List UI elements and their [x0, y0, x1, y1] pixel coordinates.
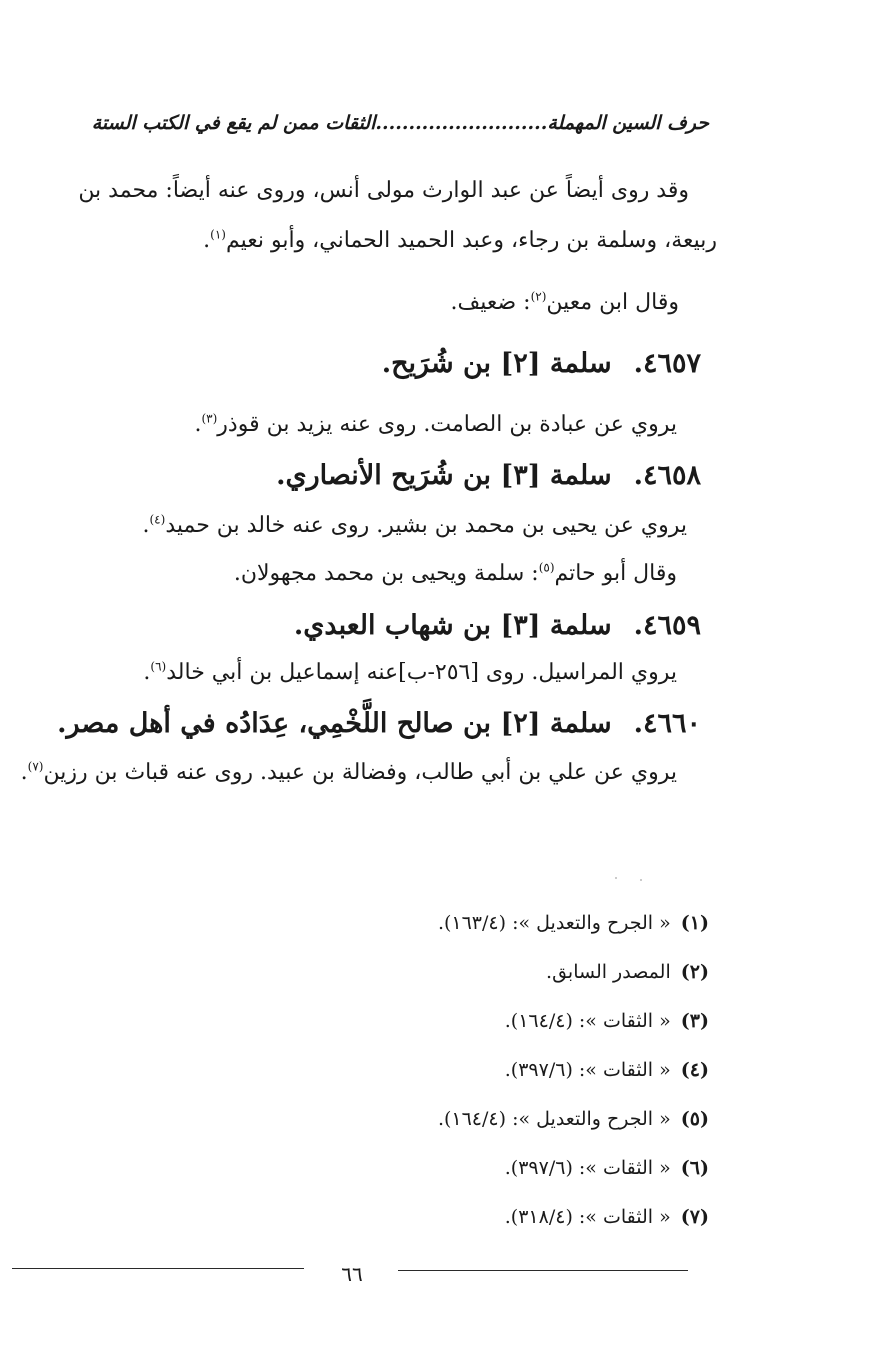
entry-line-end: . [194, 412, 202, 437]
footnote [438, 1108, 709, 1130]
footnote [438, 912, 709, 934]
entry-name: سلمة [٣] بن شهاب العبدي. [293, 610, 612, 641]
footnote-number: (٣) [680, 1010, 709, 1032]
footnote-number: (٧) [680, 1206, 709, 1228]
entry-line-text: وقال أبو حاتم [554, 561, 677, 586]
footnote [505, 1010, 709, 1032]
footnote-text: المصدر السابق. [546, 961, 671, 983]
entry-line [233, 560, 677, 586]
footnote [505, 1157, 709, 1179]
body-line-1: وقد روى أيضاً عن عبد الوارث مولى أنس، وروى عنه أيضاً: محمد بن [78, 178, 689, 203]
footer-rule [12, 1268, 304, 1269]
header-dots: .......................... [375, 112, 548, 134]
footnote-text: « الجرح والتعديل »: (١٦٤/٤). [437, 1108, 671, 1130]
footnote-ref: (٧) [27, 759, 44, 774]
entry-line-end: . [20, 760, 28, 785]
entry-line-text: يروي عن عبادة بن الصامت. روى عنه يزيد بن قوذر [217, 412, 677, 437]
footnote-number: (٢) [680, 961, 709, 983]
footnote-number: (٥) [680, 1108, 709, 1130]
footnote-ref: (٤) [149, 512, 166, 527]
entry-number: ٤٦٦٠. [633, 708, 701, 739]
entry-line [194, 411, 677, 437]
header-chapter-title: حرف السين المهملة [547, 112, 709, 134]
entry-heading [276, 462, 701, 489]
entry-line-text: يروي عن علي بن أبي طالب، وفضالة بن عبيد. روى عنه قباث بن رزين [43, 760, 677, 785]
body-line-2-end: . [203, 228, 211, 253]
entry-heading [57, 710, 701, 737]
footnote-number: (٦) [680, 1157, 709, 1179]
footnote-text: « الثقات »: (٣٩٧/٦). [504, 1059, 671, 1081]
footnote-ref: (٦) [150, 659, 167, 674]
entry-line-end: : سلمة ويحيى بن محمد مجهولان. [233, 561, 539, 586]
entry-line [142, 512, 687, 538]
entry-line [143, 659, 677, 685]
entry-line-end: . [142, 513, 150, 538]
body-line-2-text: ربيعة، وسلمة بن رجاء، وعبد الحميد الحماني، وأبو نعيم [225, 228, 717, 253]
scan-speck [640, 879, 642, 881]
footer-rule [398, 1270, 688, 1271]
footnote-number: (١) [680, 912, 709, 934]
entry-line-text: يروي عن يحيى بن محمد بن بشير. روى عنه خالد بن حميد [165, 513, 687, 538]
body-line-3-post: : ضعيف. [450, 290, 531, 315]
footnote-text: « الثقات »: (٣١٨/٤). [504, 1206, 671, 1228]
body-line-3-pre: وقال ابن معين [546, 290, 679, 315]
footnote-number: (٤) [680, 1059, 709, 1081]
entry-name: سلمة [٣] بن شُرَيح الأنصاري. [276, 460, 612, 491]
footnote-ref: (٢) [530, 289, 547, 304]
entry-number: ٤٦٥٨. [633, 460, 701, 491]
footnote-ref: (٥) [538, 560, 555, 575]
body-line-3 [450, 289, 679, 315]
footnote [546, 961, 709, 983]
footnote-text: « الثقات »: (٣٩٧/٦). [504, 1157, 671, 1179]
entry-name: سلمة [٢] بن شُرَيح. [381, 348, 612, 379]
scan-speck [615, 877, 617, 879]
entry-line [20, 759, 677, 785]
entry-number: ٤٦٥٧. [633, 348, 701, 379]
running-header [92, 112, 709, 134]
footnote-text: « الجرح والتعديل »: (١٦٣/٤). [437, 912, 671, 934]
header-book-title: الثقات ممن لم يقع في الكتب الستة [91, 112, 376, 134]
entry-heading [294, 612, 701, 639]
entry-line-end: . [143, 660, 151, 685]
footnote-ref: (١) [210, 227, 226, 242]
footnote-ref: (٣) [201, 411, 218, 426]
entry-line-text: يروي المراسيل. روى [٢٥٦-ب]عنه إسماعيل بن أبي خالد [166, 660, 677, 685]
footnote [505, 1206, 709, 1228]
footnote [505, 1059, 709, 1081]
page-number: ٦٦ [341, 1262, 363, 1286]
entry-name: سلمة [٢] بن صالح اللَّخْمِي، عِدَادُه في أهل مصر. [57, 708, 612, 739]
body-line-2 [203, 227, 717, 253]
entry-heading [382, 350, 701, 377]
footnote-text: « الثقات »: (١٦٤/٤). [504, 1010, 671, 1032]
entry-number: ٤٦٥٩. [633, 610, 701, 641]
